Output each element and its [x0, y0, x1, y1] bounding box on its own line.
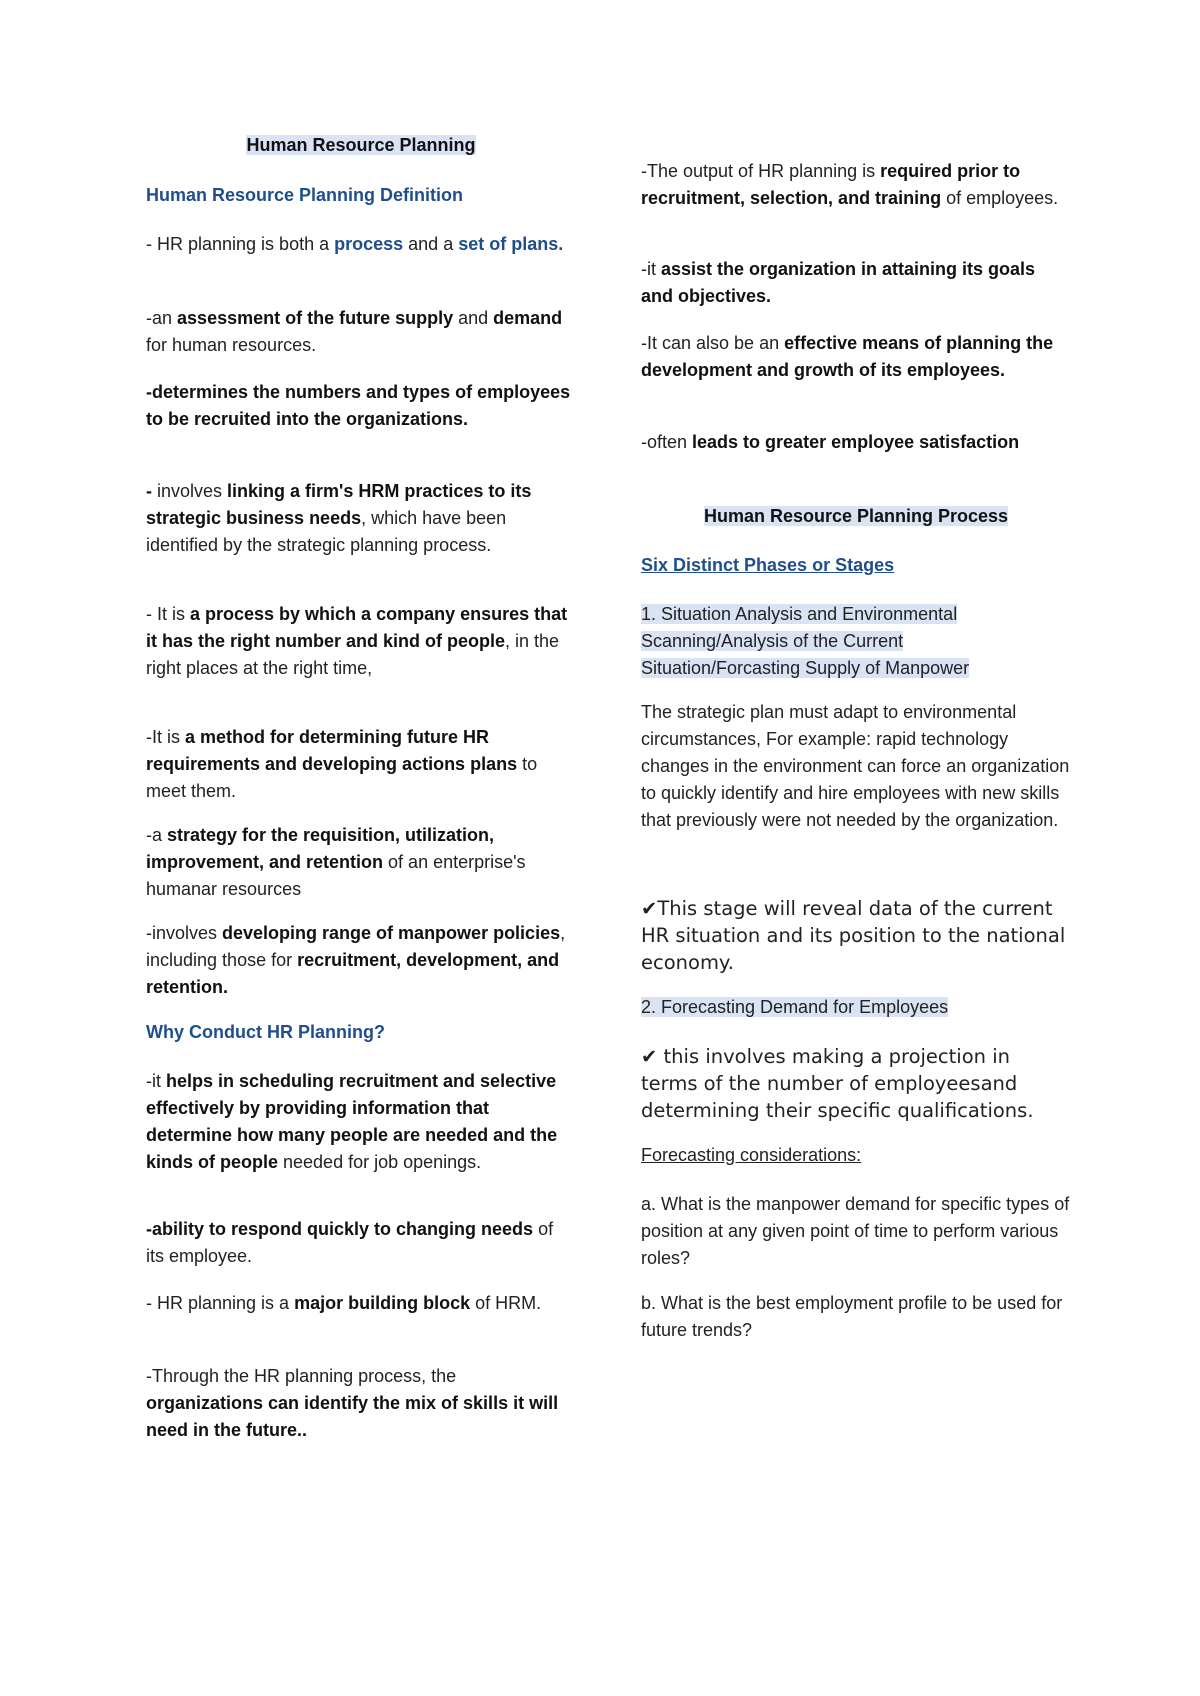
consideration-a: a. What is the manpower demand for specific types of position at any given point of time to perform various roles? — [641, 1194, 1070, 1268]
phases-heading: Six Distinct Phases or Stages — [641, 555, 895, 575]
paragraph-determines: -determines the numbers and types of employees to be recruited into the organizations. — [146, 382, 571, 429]
paragraph-strategy: -a strategy for the requisition, utilization, improvement, and retention of an enterprise's humanar resources — [146, 825, 526, 899]
paragraph-mix-of-skills: -Through the HR planning process, the organizations can identify the mix of skills it will need in the future.. — [146, 1366, 559, 1440]
definition-heading: Human Resource Planning Definition — [146, 185, 464, 205]
paragraph-effective-means: -It can also be an effective means of planning the development and growth of its employees. — [641, 333, 1054, 380]
paragraph-assessment: -an assessment of the future supply and demand for human resources. — [146, 308, 563, 355]
document-title: Human Resource Planning — [246, 135, 476, 155]
paragraph-scheduling: -it helps in scheduling recruitment and selective effectively by providing information that determine how many people are needed and the kinds of people needed for job openings. — [146, 1071, 558, 1172]
stage-1-check-note: ✔This stage will reveal data of the current HR situation and its position to the national economy. — [641, 897, 1066, 974]
paragraph-method: -It is a method for determining future HR requirements and developing actions plans to meet them. — [146, 727, 538, 801]
paragraph-process-and-plans: - HR planning is both a process and a set of plans. — [146, 234, 564, 254]
stage-1-heading: 1. Situation Analysis and Environmental Scanning/Analysis of the Current Situation/Forcasting Supply of Manpower — [641, 604, 970, 678]
considerations-heading: Forecasting considerations: — [641, 1145, 862, 1165]
stage-2-check-note: ✔ this involves making a projection in terms of the number of employeesand determining their specific qualifications. — [641, 1045, 1034, 1122]
why-heading: Why Conduct HR Planning? — [146, 1022, 385, 1042]
paragraph-linking: - involves linking a firm's HRM practices to its strategic business needs, which have been identified by the strategic planning process. — [146, 481, 532, 555]
stage-1-text: The strategic plan must adapt to environmental circumstances, For example: rapid technology changes in the environment can force an organization to quickly identify and hire employees with new skills that previously were not needed by the organization. — [641, 702, 1070, 830]
paragraph-process-by-which: - It is a process by which a company ensures that it has the right number and kind of people, in the right places at the right time, — [146, 604, 568, 678]
paragraph-satisfaction: -often leads to greater employee satisfaction — [641, 432, 1020, 452]
paragraph-ability: -ability to respond quickly to changing needs of its employee. — [146, 1219, 554, 1266]
paragraph-policies: -involves developing range of manpower policies, including those for recruitment, development, and retention. — [146, 923, 566, 997]
process-heading: Human Resource Planning Process — [703, 506, 1009, 526]
paragraph-assist: -it assist the organization in attaining its goals and objectives. — [641, 259, 1036, 306]
paragraph-output: -The output of HR planning is required prior to recruitment, selection, and training of employees. — [641, 161, 1059, 208]
paragraph-building-block: - HR planning is a major building block of HRM. — [146, 1293, 542, 1313]
stage-2-heading: 2. Forecasting Demand for Employees — [641, 997, 949, 1017]
consideration-b: b. What is the best employment profile to be used for future trends? — [641, 1293, 1063, 1340]
